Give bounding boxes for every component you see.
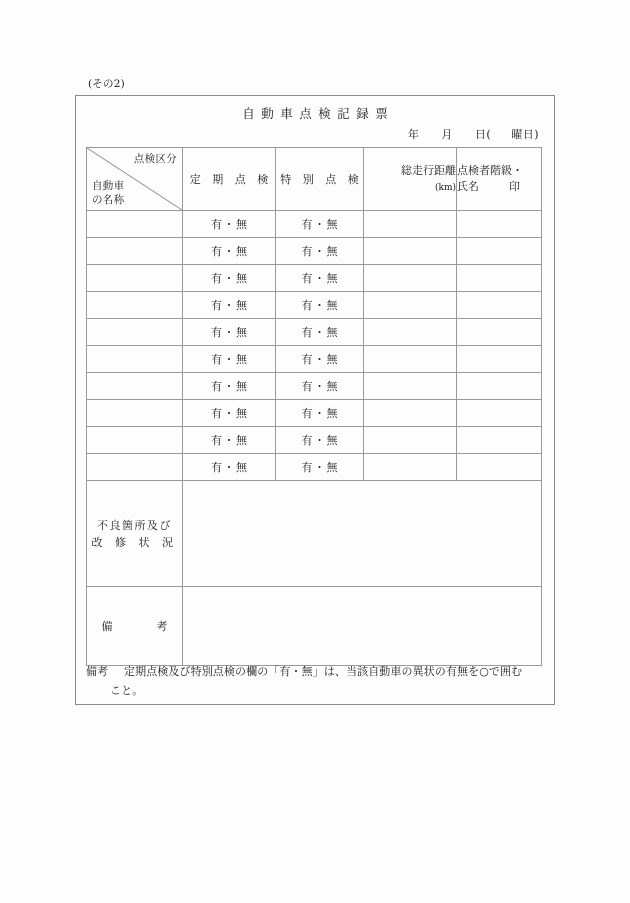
cell-vehicle-name[interactable] (87, 292, 183, 319)
cell-vehicle-name[interactable] (87, 400, 183, 427)
cell-vehicle-name[interactable] (87, 238, 183, 265)
footer-note (86, 662, 546, 700)
form-title: 自動車点検記録票 (242, 106, 395, 121)
cell-regular-inspection[interactable]: 有・無 (183, 346, 276, 373)
header-label-vehicle-name (92, 179, 124, 207)
footer-note-head: 備考 (86, 665, 109, 678)
cell-special-inspection[interactable]: 有・無 (276, 211, 364, 238)
cell-vehicle-name[interactable] (87, 346, 183, 373)
cell-special-inspection[interactable]: 有・無 (276, 238, 364, 265)
cell-special-inspection[interactable]: 有・無 (276, 292, 364, 319)
table-row (87, 238, 542, 265)
cell-special-inspection[interactable]: 有・無 (276, 427, 364, 454)
table-row (87, 346, 542, 373)
date-year-label: 年 (407, 128, 420, 141)
header-inspector-rank-label: 点検者階級・ (457, 164, 523, 177)
cell-total-distance[interactable] (364, 319, 457, 346)
header-total-distance-unit: (km) (434, 182, 456, 193)
date-line (408, 126, 539, 142)
defect-section-row (87, 481, 542, 587)
cell-vehicle-name[interactable] (87, 373, 183, 400)
cell-total-distance[interactable] (364, 400, 457, 427)
date-day-label: 日( (474, 128, 492, 141)
header-inspector-seal-label: 印 (509, 180, 520, 193)
table-row (87, 400, 542, 427)
cell-total-distance[interactable] (364, 346, 457, 373)
header-label-vehicle-name-line1: 自動車 (92, 180, 125, 192)
cell-inspector[interactable] (457, 265, 542, 292)
table-row (87, 211, 542, 238)
remarks-label-prefix: 備 (101, 619, 113, 633)
cell-total-distance[interactable] (364, 265, 457, 292)
cell-special-inspection[interactable]: 有・無 (276, 265, 364, 292)
cell-vehicle-name[interactable] (87, 319, 183, 346)
defect-section-value[interactable] (183, 481, 542, 587)
cell-special-inspection[interactable]: 有・無 (276, 400, 364, 427)
sheet-label: (その2) (88, 78, 125, 90)
cell-inspector[interactable] (457, 454, 542, 481)
header-total-distance-label: 総走行距離 (401, 163, 456, 177)
remarks-section-value[interactable] (183, 587, 542, 666)
header-cell-total-distance (364, 148, 457, 211)
cell-special-inspection[interactable]: 有・無 (276, 454, 364, 481)
table-row (87, 427, 542, 454)
cell-vehicle-name[interactable] (87, 427, 183, 454)
cell-vehicle-name[interactable] (87, 454, 183, 481)
header-cell-inspector (457, 148, 542, 211)
cell-inspector[interactable] (457, 238, 542, 265)
cell-regular-inspection[interactable]: 有・無 (183, 373, 276, 400)
cell-inspector[interactable] (457, 373, 542, 400)
cell-total-distance[interactable] (364, 238, 457, 265)
header-cell-special-inspection: 特 別 点 検 (276, 148, 364, 211)
defect-section-label-line1: 不良箇所及び (97, 518, 172, 532)
cell-regular-inspection[interactable]: 有・無 (183, 454, 276, 481)
cell-total-distance[interactable] (364, 454, 457, 481)
cell-total-distance[interactable] (364, 427, 457, 454)
header-label-vehicle-name-line2: の名称 (92, 194, 125, 206)
cell-special-inspection[interactable]: 有・無 (276, 319, 364, 346)
cell-total-distance[interactable] (364, 211, 457, 238)
table-row (87, 373, 542, 400)
footer-note-line2: こと。 (110, 684, 144, 697)
cell-special-inspection[interactable]: 有・無 (276, 373, 364, 400)
cell-regular-inspection[interactable]: 有・無 (183, 238, 276, 265)
cell-regular-inspection[interactable]: 有・無 (183, 265, 276, 292)
cell-total-distance[interactable] (364, 292, 457, 319)
cell-regular-inspection[interactable]: 有・無 (183, 211, 276, 238)
table-row (87, 292, 542, 319)
inspection-record-table (86, 147, 542, 666)
table-row (87, 454, 542, 481)
cell-inspector[interactable] (457, 319, 542, 346)
defect-section-label (87, 481, 183, 587)
remarks-section-label (87, 587, 183, 666)
cell-inspector[interactable] (457, 400, 542, 427)
footer-note-line1: 定期点検及び特別点検の欄の「有・無」は、当該自動車の異状の有無を○で囲む (124, 665, 523, 678)
cell-inspector[interactable] (457, 292, 542, 319)
header-cell-regular-inspection: 定 期 点 検 (183, 148, 276, 211)
header-cell-diagonal (87, 148, 183, 211)
table-header-row (87, 148, 542, 211)
header-label-inspection-category: 点検区分 (133, 153, 177, 165)
remarks-section-row (87, 587, 542, 666)
cell-regular-inspection[interactable]: 有・無 (183, 319, 276, 346)
defect-section-label-line2: 改 修 状 況 (91, 535, 178, 549)
remarks-label-suffix: 考 (156, 619, 168, 633)
table-row (87, 265, 542, 292)
cell-regular-inspection[interactable]: 有・無 (183, 292, 276, 319)
cell-regular-inspection[interactable]: 有・無 (183, 400, 276, 427)
cell-vehicle-name[interactable] (87, 265, 183, 292)
date-weekday-label: 曜日) (511, 128, 539, 141)
cell-inspector[interactable] (457, 346, 542, 373)
cell-inspector[interactable] (457, 211, 542, 238)
cell-regular-inspection[interactable]: 有・無 (183, 427, 276, 454)
cell-total-distance[interactable] (364, 373, 457, 400)
title-block (75, 98, 555, 146)
date-month-label: 月 (441, 128, 453, 141)
cell-special-inspection[interactable]: 有・無 (276, 346, 364, 373)
cell-inspector[interactable] (457, 427, 542, 454)
cell-vehicle-name[interactable] (87, 211, 183, 238)
table-row (87, 319, 542, 346)
header-inspector-name-label: 氏名 (457, 180, 479, 193)
